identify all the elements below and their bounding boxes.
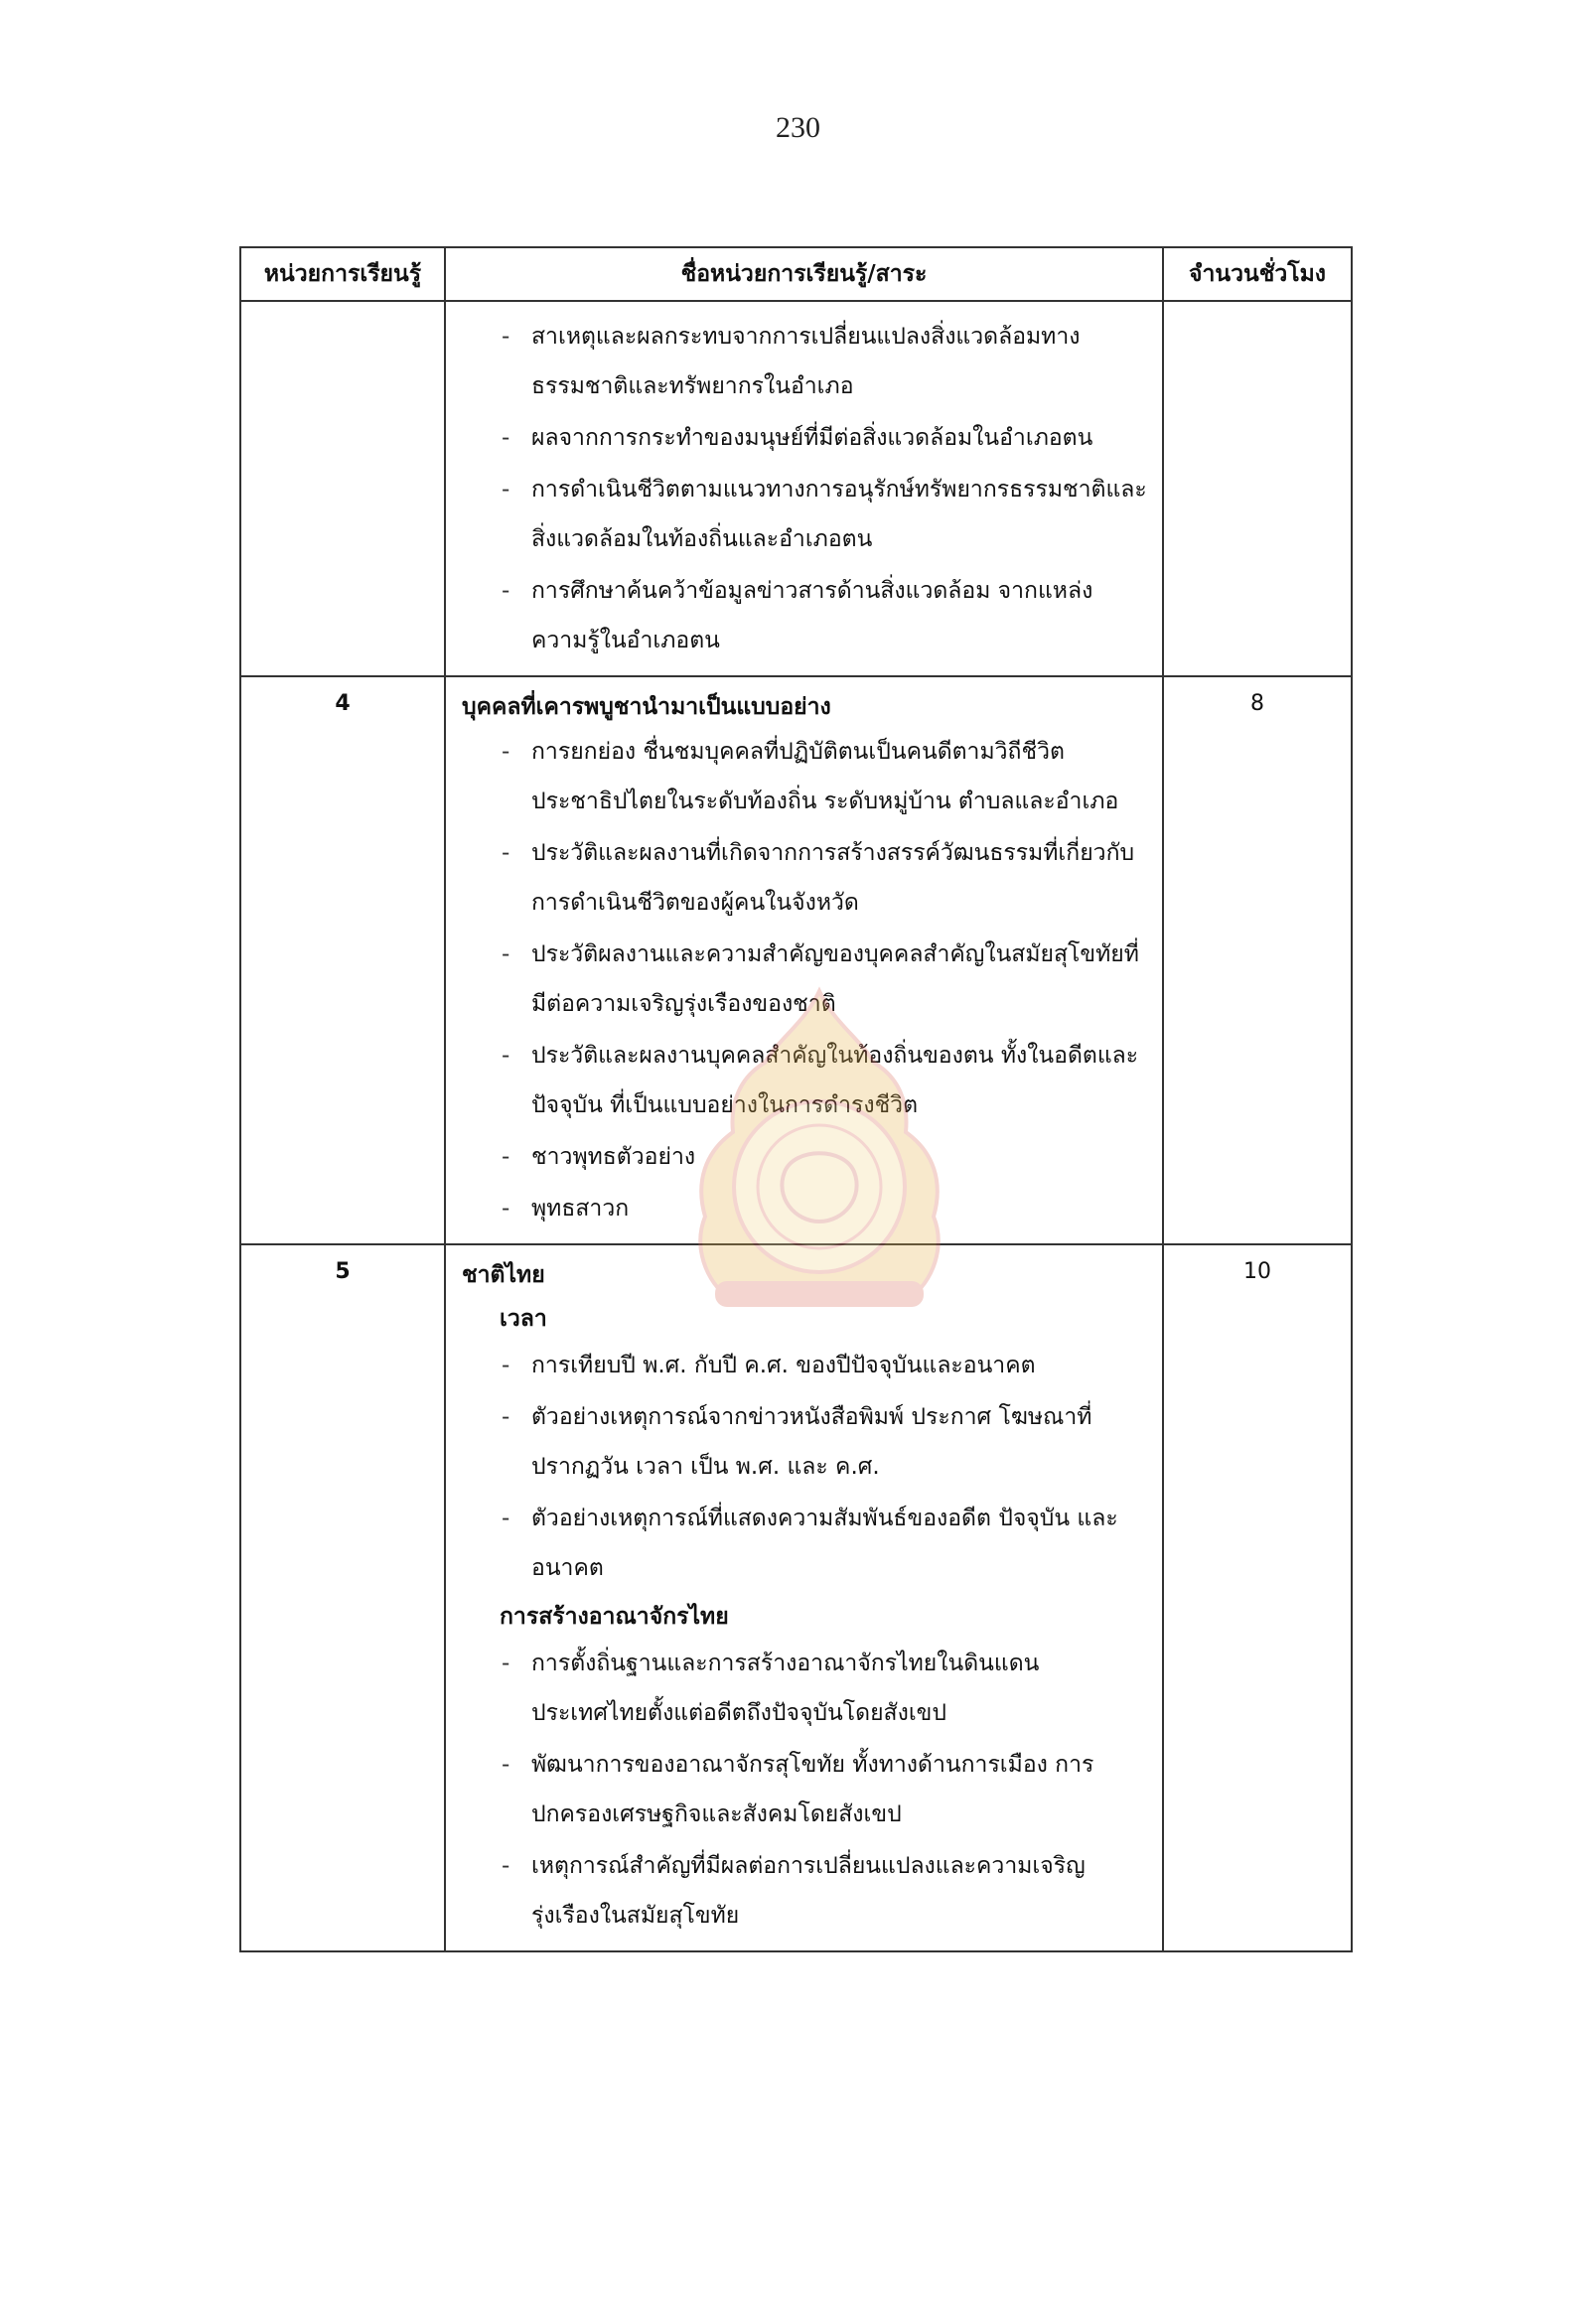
list-item: - พัฒนาการของอาณาจักรสุโขทัย ทั้งทางด้านการเมือง การปกครองเศรษฐกิจและสังคมโดยสังเขป: [500, 1740, 1148, 1839]
list-item: - ตัวอย่างเหตุการณ์ที่แสดงความสัมพันธ์ของอดีต ปัจจุบัน และอนาคต: [500, 1494, 1148, 1593]
list-item: - สาเหตุและผลกระทบจากการเปลี่ยนแปลงสิ่งแวดล้อมทางธรรมชาติและทรัพยากรในอำเภอ: [500, 312, 1148, 411]
topic-cell: [445, 301, 1163, 676]
list-item: - ชาวพุทธตัวอย่าง: [500, 1132, 1148, 1182]
list-item: - การดำเนินชีวิตตามแนวทางการอนุรักษ์ทรัพยากรธรรมชาติและสิ่งแวดล้อมในท้องถิ่นและอำเภอตน: [500, 465, 1148, 564]
list-item: - การศึกษาค้นคว้าข้อมูลข่าวสารด้านสิ่งแวดล้อม จากแหล่งความรู้ในอำเภอตน: [500, 566, 1148, 665]
topic-cell: [445, 1244, 1163, 1951]
header-topic: ชื่อหน่วยการเรียนรู้/สาระ: [445, 247, 1163, 301]
list-item: - การเทียบปี พ.ศ. กับปี ค.ศ. ของปีปัจจุบันและอนาคต: [500, 1341, 1148, 1390]
table-row: [240, 1244, 1352, 1951]
list-item: - ประวัติผลงานและความสำคัญของบุคคลสำคัญในสมัยสุโขทัยที่มีต่อความเจริญรุ่งเรืองของชาติ: [500, 930, 1148, 1029]
header-unit: หน่วยการเรียนรู้: [240, 247, 445, 301]
curriculum-table: [239, 246, 1353, 1952]
unit-cell: 4: [240, 676, 445, 1244]
topic-list: [462, 1341, 1148, 1593]
unit-cell: 5: [240, 1244, 445, 1951]
table-header-row: [240, 247, 1352, 301]
list-item: - พุทธสาวก: [500, 1184, 1148, 1233]
unit-cell: [240, 301, 445, 676]
table-row: [240, 301, 1352, 676]
hours-cell: 10: [1163, 1244, 1352, 1951]
table-row: [240, 676, 1352, 1244]
list-item: - เหตุการณ์สำคัญที่มีผลต่อการเปลี่ยนแปลงและความเจริญรุ่งเรืองในสมัยสุโขทัย: [500, 1841, 1148, 1941]
list-item: - การยกย่อง ชื่นชมบุคคลที่ปฏิบัติตนเป็นคนดีตามวิถีชีวิตประชาธิปไตยในระดับท้องถิ่น ระดับหมู่บ้าน ตำบลและอำเภอ: [500, 727, 1148, 826]
list-item: - การตั้งถิ่นฐานและการสร้างอาณาจักรไทยในดินแดนประเทศไทยตั้งแต่อดีตถึงปัจจุบันโดยสังเขป: [500, 1639, 1148, 1738]
topic-list: [462, 312, 1148, 665]
list-item: - ผลจากการกระทำของมนุษย์ที่มีต่อสิ่งแวดล้อมในอำเภอตน: [500, 413, 1148, 463]
list-item: - ตัวอย่างเหตุการณ์จากข่าวหนังสือพิมพ์ ประกาศ โฆษณาที่ปรากฏวัน เวลา เป็น พ.ศ. และ ค.ศ.: [500, 1392, 1148, 1492]
unit-title: บุคคลที่เคารพบูชานำมาเป็นแบบอย่าง: [462, 694, 831, 720]
header-hours: จำนวนชั่วโมง: [1163, 247, 1352, 301]
list-item: - ประวัติและผลงานที่เกิดจากการสร้างสรรค์วัฒนธรรมที่เกี่ยวกับการดำเนินชีวิตของผู้คนในจังหวัด: [500, 828, 1148, 928]
list-item: - ประวัติและผลงานบุคคลสำคัญในท้องถิ่นของตน ทั้งในอดีตและปัจจุบัน ที่เป็นแบบอย่างในการดำรงชีวิต: [500, 1031, 1148, 1130]
topic-list: [462, 727, 1148, 1233]
topic-cell: [445, 676, 1163, 1244]
hours-cell: [1163, 301, 1352, 676]
topic-list: [462, 1639, 1148, 1941]
section-subtitle: เวลา: [500, 1306, 547, 1332]
section-subtitle: การสร้างอาณาจักรไทย: [500, 1604, 729, 1630]
unit-title: ชาติไทย: [462, 1262, 545, 1288]
hours-cell: 8: [1163, 676, 1352, 1244]
page-number: 230: [776, 111, 820, 144]
